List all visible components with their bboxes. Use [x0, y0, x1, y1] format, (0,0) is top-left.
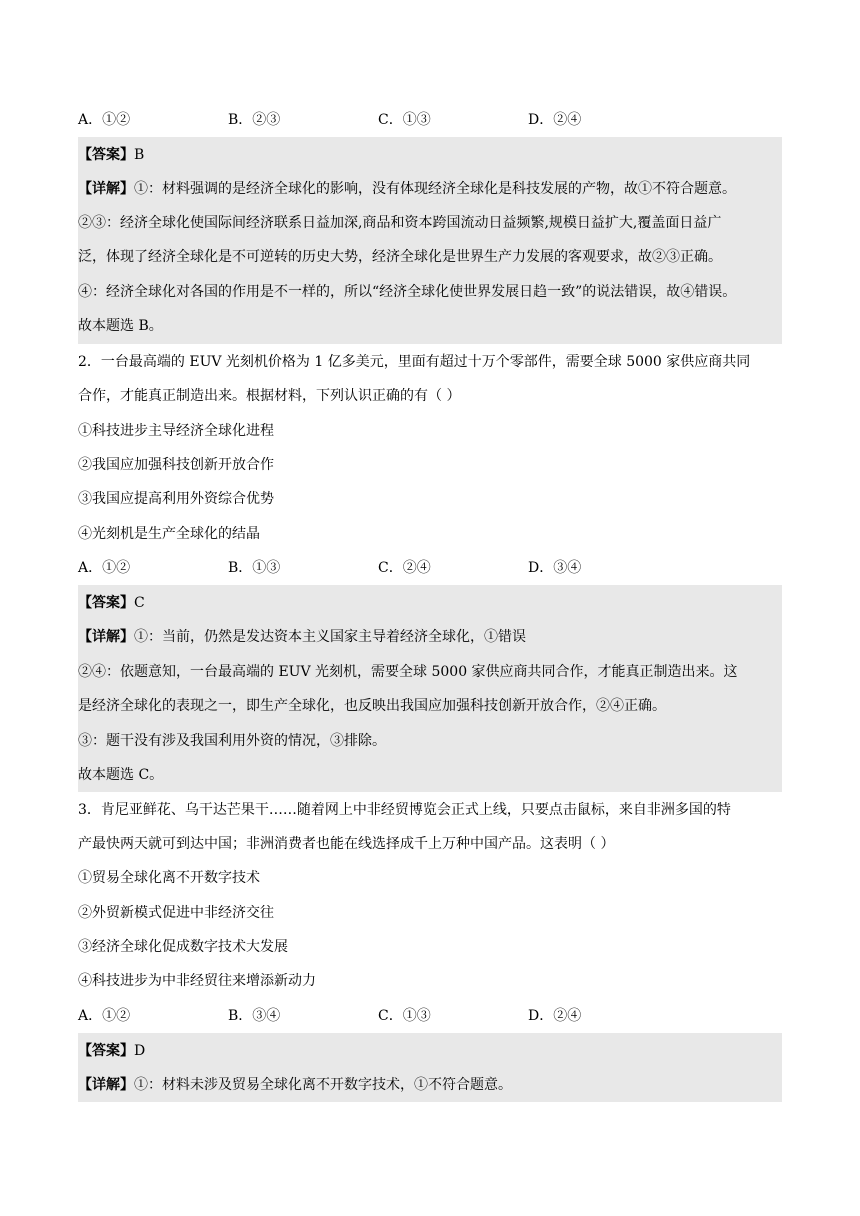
- answer-value: B: [134, 147, 145, 163]
- answer-value: C: [134, 595, 145, 611]
- detail-line: ③：题干没有涉及我国利用外资的情况，③排除。: [78, 733, 386, 749]
- option-c: C．②④: [378, 560, 431, 576]
- option-a: A．①②: [78, 560, 131, 576]
- answer-line: [78, 1041, 145, 1061]
- detail-line: 泛，体现了经济全球化是不可逆转的历史大势，经济全球化是世界生产力发展的客观要求，故②③正确。: [78, 249, 722, 265]
- question-3-item: ④科技进步为中非经贸往来增添新动力: [78, 973, 316, 989]
- answer-tag: 【答案】: [78, 1043, 134, 1059]
- answer-line: [78, 145, 144, 165]
- answer-tag: 【答案】: [78, 595, 134, 611]
- detail-line: 是经济全球化的表现之一，即生产全球化，也反映出我国应加强科技创新开放合作，②④正确。: [78, 698, 666, 714]
- answer-line: [78, 593, 145, 613]
- option-b: B．③④: [228, 1008, 281, 1024]
- option-c: C．①③: [378, 112, 431, 128]
- option-d: D．②④: [528, 1008, 582, 1024]
- question-3-item: ②外贸新模式促进中非经济交往: [78, 905, 274, 921]
- detail-line: 【详解】①：材料强调的是经济全球化的影响，没有体现经济全球化是科技发展的产物，故①不符合题意。: [78, 181, 736, 197]
- detail-line: ②④：依题意知，一台最高端的 EUV 光刻机，需要全球 5000 家供应商共同合作，才能真正制造出来。这: [78, 664, 738, 680]
- option-a: A．①②: [78, 1008, 131, 1024]
- option-a: A．①②: [78, 112, 131, 128]
- answer-block-q2: [78, 585, 782, 792]
- question-3-stem: 3．肯尼亚鲜花、乌干达芒果干……随着网上中非经贸博览会正式上线，只要点击鼠标，来自非洲多国的特: [78, 802, 731, 818]
- detail-line: 【详解】①：当前，仍然是发达资本主义国家主导着经济全球化，①错误: [78, 629, 526, 645]
- answer-tag: 【答案】: [78, 147, 134, 163]
- detail-line: ②③：经济全球化使国际间经济联系日益加深,商品和资本跨国流动日益频繁,规模日益扩大,覆盖面日益广: [78, 215, 722, 231]
- question-2-stem: 合作，才能真正制造出来。根据材料，下列认识正确的有（ ）: [78, 388, 461, 404]
- question-2-item: ①科技进步主导经济全球化进程: [78, 423, 274, 439]
- question-2-stem: 2．一台最高端的 EUV 光刻机价格为 1 亿多美元，里面有超过十万个零部件，需要全球 5000 家供应商共同: [78, 354, 751, 370]
- option-b: B．①③: [228, 560, 281, 576]
- detail-tag: 【详解】: [78, 1077, 134, 1093]
- detail-tag: 【详解】: [78, 181, 134, 197]
- detail-line: 【详解】①：材料未涉及贸易全球化离不开数字技术，①不符合题意。: [78, 1077, 512, 1093]
- answer-block-prev: [78, 137, 782, 344]
- detail-line: 故本题选 B。: [78, 318, 163, 334]
- option-d: D．②④: [528, 112, 582, 128]
- option-b: B．②③: [228, 112, 281, 128]
- detail-tag: 【详解】: [78, 629, 134, 645]
- question-3-item: ①贸易全球化离不开数字技术: [78, 870, 260, 886]
- question-3-item: ③经济全球化促成数字技术大发展: [78, 939, 288, 955]
- question-2-item: ④光刻机是生产全球化的结晶: [78, 526, 260, 542]
- detail-line: 故本题选 C。: [78, 767, 164, 783]
- answer-value: D: [134, 1043, 146, 1059]
- question-2-item: ③我国应提高利用外资综合优势: [78, 491, 274, 507]
- option-d: D．③④: [528, 560, 582, 576]
- question-2-item: ②我国应加强科技创新开放合作: [78, 457, 274, 473]
- detail-line: ④：经济全球化对各国的作用是不一样的，所以“经济全球化使世界发展日趋一致”的说法错误，故④错误。: [78, 284, 737, 300]
- option-c: C．①③: [378, 1008, 431, 1024]
- question-3-stem: 产最快两天就可到达中国；非洲消费者也能在线选择成千上万种中国产品。这表明（ ）: [78, 836, 615, 852]
